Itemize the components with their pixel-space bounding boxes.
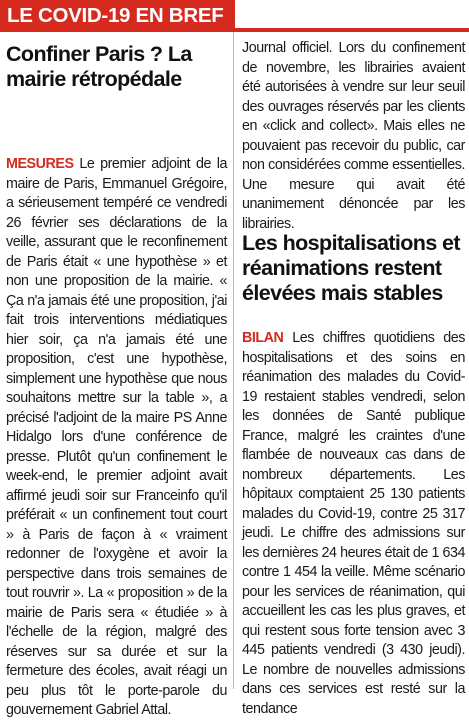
- article2-kicker: BILAN: [242, 330, 284, 346]
- article2-headline: Les hospitalisations et réanimations restent élevées mais stables: [242, 231, 460, 305]
- left-column: [6, 32, 227, 718]
- article1-headline: Confiner Paris ? La mairie rétropédale: [6, 42, 192, 91]
- article1-body-text: Le premier adjoint de la maire de Paris, Emmanuel Grégoire, a sérieusement tempéré ce vendredi 26 février ses déclarations de la veille, assurant que le reconfinement de Paris était « une hypothèse » et non une proposition de la mairie. « Ça n'a jamais été une proposition, j'ai fait trois interventions médiatiques hier soir, ça n'a jamais été une proposition, c'est une hypothèse, simplement une hypothèse que nous souhaitons mettre sur la table », a précisé l'adjoint de la maire PS Anne Hidalgo lors d'une conférence de presse. Plutôt qu'un confinement le week-end, le premier adjoint avait affirmé jeudi soir sur Franceinfo qu'il préférait « un confinement tout court » à Paris de façon à « vraiment redonner de l'oxygène et avoir la perspective dans trois semaines de tout rouvrir ». La « proposition » de la mairie de Paris sera « étudiée » à l'échelle de la région, malgré des réserves sur sa durée et sur la fermeture des écoles, avait réagi un peu plus tôt le porte-parole du gouvernement Gabriel Attal.: [6, 156, 227, 718]
- article1-kicker: MESURES: [6, 156, 74, 172]
- article2-body: [242, 329, 465, 719]
- right-column: [242, 32, 465, 717]
- section-banner: LE COVID-19 EN BREF: [0, 0, 235, 32]
- article1-body: [6, 155, 227, 721]
- column-separator: [233, 32, 234, 689]
- article2-body-text: Les chiffres quotidiens des hospitalisations et des soins en réanimation des malades du Covid-19 restaient stables vendredi, selon les données de Santé publique France, malgré les craintes d'une flambée de nouveaux cas dans de nombreux départements. Les hôpitaux comptaient 25 130 patients malades du Covid-19, contre 25 317 jeudi. Le chiffre des admissions sur les dernières 24 heures était de 1 634 contre 1 454 la veille. Même scénario pour les services de réanimation, qui accueillent les cas les plus graves, et qui restent sous forte tension avec 3 445 patients vendredi (3 430 jeudi). Le nombre de nouvelles admissions dans ces services est resté sur la tendance: [242, 330, 465, 717]
- article1-continued: Journal officiel. Lors du confinement de novembre, les librairies avaient été autorisées à vendre sur leur seuil des ouvrages réservés par les clients en «click and collect». Mais elles ne pouvaient pas recevoir du public, car non considérées comme essentielles. Une mesure qui avait été unanimement dénoncée par les librairies.: [242, 40, 465, 232]
